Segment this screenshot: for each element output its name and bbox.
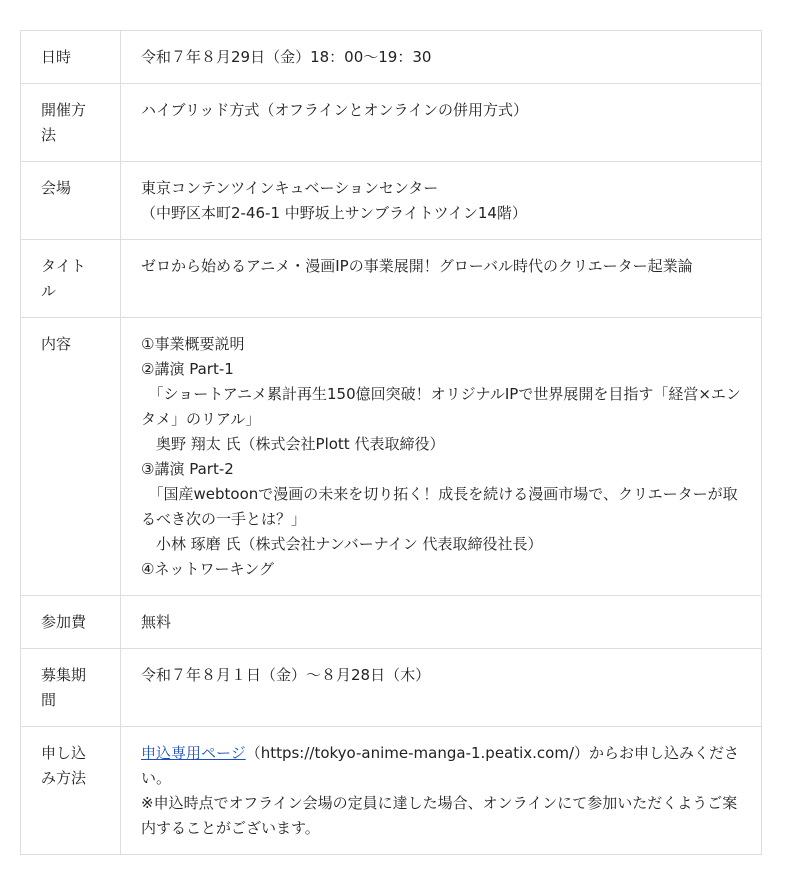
content-line: 「ショートアニメ累計再生150億回突破！オリジナルIPで世界展開を目指す「経営×エンタメ」のリアル」	[141, 385, 741, 428]
content-line: 「国産webtoonで漫画の未来を切り拓く！成長を続ける漫画市場で、クリエーターが取るべき次の一手とは？」	[141, 485, 738, 528]
fee-text: 無料	[141, 613, 172, 631]
datetime-text: 令和７年８月29日（金）18：00〜19：30	[141, 48, 432, 66]
event-info-container	[20, 30, 762, 855]
content-line: 小林 琢磨 氏（株式会社ナンバーナイン 代表取締役社長）	[141, 535, 543, 553]
row-label: 申し込み方法	[21, 727, 121, 855]
row-value	[121, 31, 762, 84]
row-label: 開催方法	[21, 84, 121, 162]
table-row-format	[21, 84, 762, 162]
table-row-fee	[21, 596, 762, 649]
row-label: 会場	[21, 162, 121, 240]
content-line: ③講演 Part-2	[141, 460, 234, 478]
content-line: 奥野 翔太 氏（株式会社Plott 代表取締役）	[141, 435, 445, 453]
venue-name: 東京コンテンツインキュベーションセンター	[141, 179, 439, 197]
event-title: ゼロから始めるアニメ・漫画IPの事業展開！グローバル時代のクリエーター起業論	[141, 257, 693, 275]
table-row-venue	[21, 162, 762, 240]
row-value	[121, 84, 762, 162]
row-value	[121, 162, 762, 240]
format-text: ハイブリッド方式（オフラインとオンラインの併用方式）	[141, 101, 529, 119]
content-line: ②講演 Part-1	[141, 360, 234, 378]
application-note: ※申込時点でオフライン会場の定員に達した場合、オンラインにて参加いただくようご案内することがございます。	[141, 794, 738, 837]
venue-address: （中野区本町2-46-1 中野坂上サンブライトツイン14階）	[141, 204, 527, 222]
row-value	[121, 649, 762, 727]
row-label: 募集期間	[21, 649, 121, 727]
content-line: ①事業概要説明	[141, 335, 245, 353]
application-url-text: （https://tokyo-anime-manga-1.peatix.com/）からお申し込みください。	[141, 744, 740, 787]
row-label: 内容	[21, 318, 121, 596]
row-label: タイトル	[21, 240, 121, 318]
table-row-title	[21, 240, 762, 318]
table-row-application	[21, 727, 762, 855]
row-value	[121, 318, 762, 596]
row-value	[121, 240, 762, 318]
event-info-table	[20, 30, 762, 855]
row-label: 日時	[21, 31, 121, 84]
row-label: 参加費	[21, 596, 121, 649]
table-row-content	[21, 318, 762, 596]
period-text: 令和７年８月１日（金）〜８月28日（木）	[141, 666, 431, 684]
row-value	[121, 727, 762, 855]
table-row-period	[21, 649, 762, 727]
application-text	[141, 741, 741, 791]
application-page-link[interactable]: 申込専用ページ	[141, 744, 246, 762]
content-line: ④ネットワーキング	[141, 560, 274, 578]
table-row-datetime	[21, 31, 762, 84]
row-value	[121, 596, 762, 649]
